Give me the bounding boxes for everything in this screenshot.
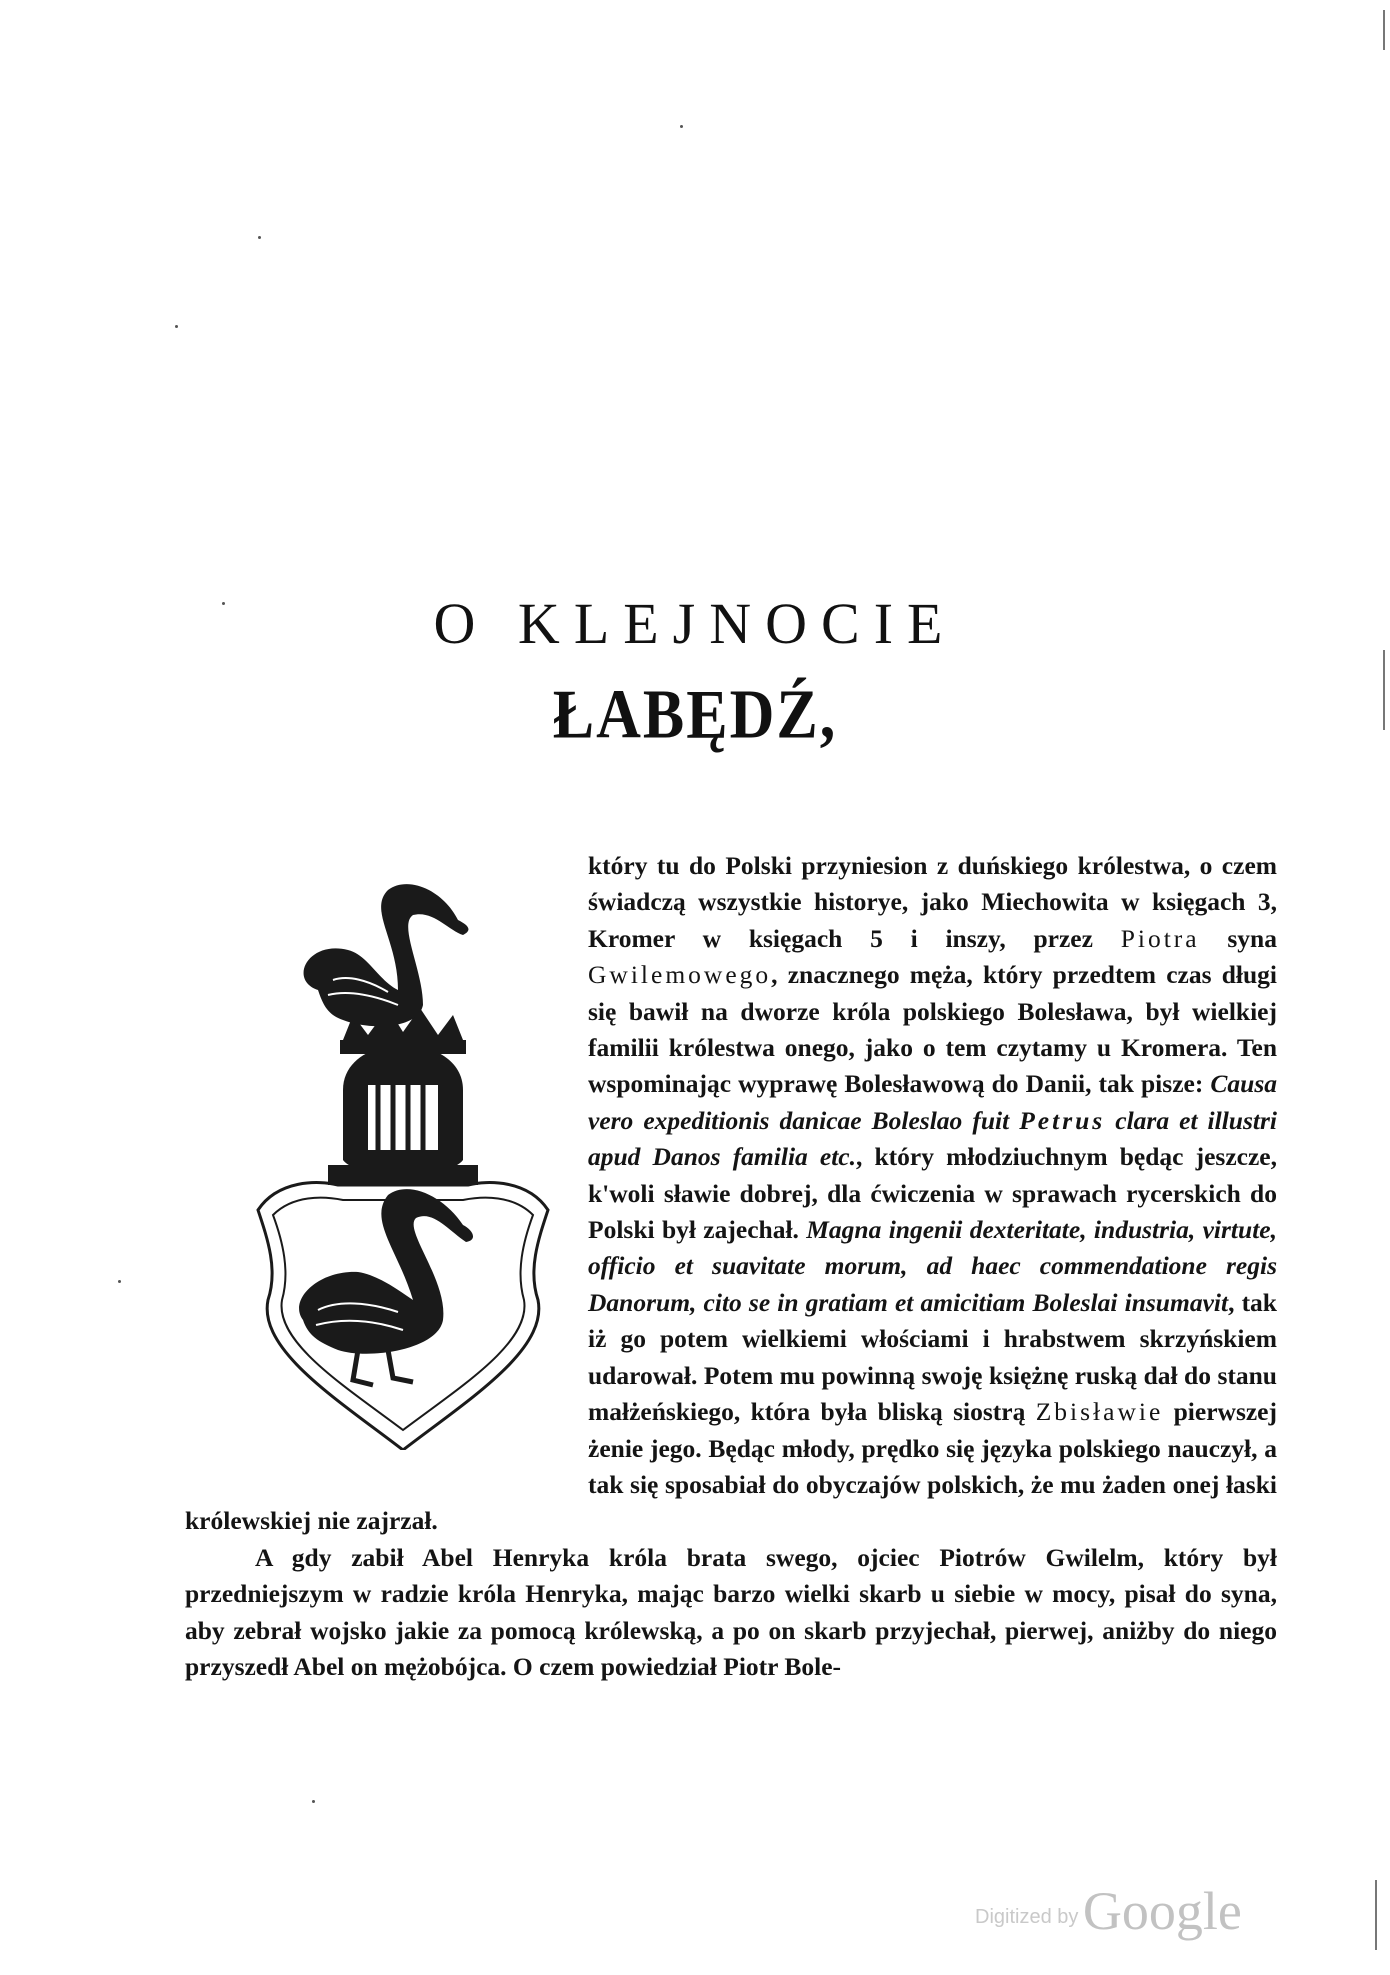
text-run: , który młodziuchnym będąc jeszcze, k'woli sławie dobrej, dla ćwiczenia w sprawach rycerskich do Polski był zajechał. <box>588 1142 1277 1245</box>
paragraph-2: A gdy zabił Abel Henryka króla brata swego, ojciec Piotrów Gwilelm, który był przedniejszym w radzie króla Henryka, mając barzo wielki skarb u siebie w mocy, pisał do syna, aby zebrał wojsko jakie za pomocą królewską, a po on skarb przyjechał, pierwej, aniżby do niego przyszedł Abel on mężobójca. O czem powiedział Piotr Bole- <box>185 1542 1277 1681</box>
text-run: , tak iż go potem wielkiemi włościami i hrabstwem skrzyńskiem udarował. Potem mu powinną swoję księżnę ruską dał do stanu małżeńskiego, która była bliską siostrą <box>588 1287 1277 1427</box>
person-name: Piotra <box>1120 923 1200 953</box>
scan-speck <box>258 236 261 239</box>
chapter-title: O KLEJNOCIE <box>433 591 957 656</box>
crest-float-area <box>185 848 588 1483</box>
text-run: pierwszej żenie jego. Będąc młody, prędko się języka polskiego nauczył, a tak się sposabiał do obyczajów polskich, że mu żaden onej łaski królewskiej nie zajrzał. <box>185 1397 1277 1536</box>
scan-speck <box>312 1800 315 1803</box>
scan-speck <box>222 602 225 605</box>
latin-quote: clara et illustri apud Danos familia etc. <box>588 1105 1278 1172</box>
text-run: który tu do Polski przyniesion z duńskiego królestwa, o czem świadczą wszystkie historye, jako Miechowita w księgach 3, Kromer w księgach 5 i inszy, przez <box>588 851 1277 953</box>
scan-edge-mark <box>1375 1880 1377 1950</box>
digitized-watermark <box>975 1880 1242 1942</box>
chapter-subtitle: ŁABĘDŹ, <box>552 676 838 754</box>
scan-edge-mark <box>1383 10 1385 50</box>
scan-edge-mark <box>1383 650 1385 730</box>
scan-speck <box>118 1280 121 1283</box>
latin-name: Petrus <box>1019 1105 1106 1135</box>
scan-speck <box>175 325 178 328</box>
body-text <box>185 848 1277 1685</box>
text-run: , znacznego męża, który przedtem czas długi się bawił na dworze króla polskiego Bolesława, był wielkiej familii królestwa onego, jako o tem czytamy u Kromera. Ten wspominając wyprawę Bolesławową do Danii, tak pisze: <box>588 960 1277 1099</box>
latin-quote: Causa vero expeditionis danicae Boleslao fuit <box>588 1069 1277 1135</box>
scan-speck <box>680 125 683 128</box>
watermark-prefix: Digitized by <box>975 1906 1079 1928</box>
google-logo: Google <box>1082 1881 1242 1941</box>
latin-quote: Magna ingenii dexteritate, industria, virtute, officio et suavitate morum, ad haec commendatione regis Danorum, cito se in gratiam et amicitiam Boleslai insumavit <box>588 1215 1277 1317</box>
person-name: Gwilemowego <box>588 960 772 990</box>
text-run: syna <box>1199 923 1277 953</box>
person-name: Zbisławie <box>1035 1397 1164 1427</box>
